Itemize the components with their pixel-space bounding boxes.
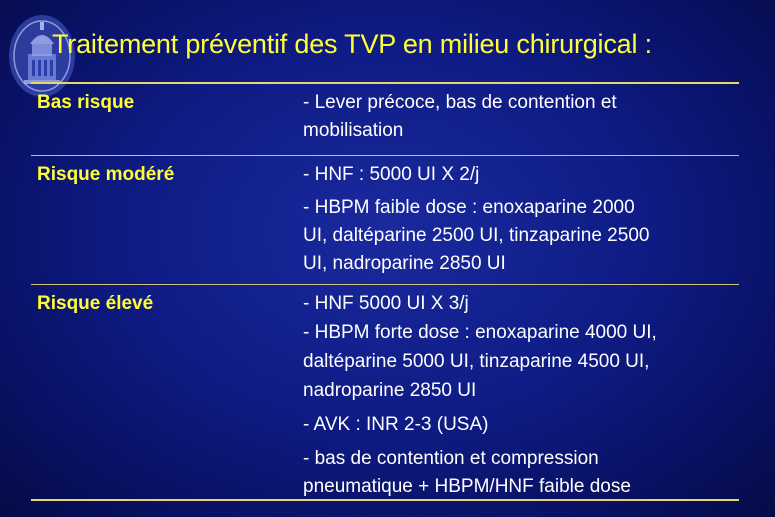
- row-item-line: - AVK : INR 2-3 (USA): [303, 414, 489, 435]
- row-item-line: - HNF : 5000 UI X 2/j: [303, 164, 480, 185]
- row-item-line: - HNF 5000 UI X 3/j: [303, 293, 469, 314]
- row-divider: [31, 284, 739, 285]
- row-item-line: mobilisation: [303, 120, 404, 141]
- risk-level-label: Bas risque: [37, 92, 135, 113]
- row-item-line: UI, nadroparine 2850 UI: [303, 253, 506, 274]
- row-item-line: - Lever précoce, bas de contention et: [303, 92, 617, 113]
- row-item-line: - bas de contention et compression: [303, 448, 599, 469]
- table-bottom-rule: [31, 499, 739, 501]
- row-item-line: nadroparine 2850 UI: [303, 380, 477, 401]
- row-item-line: - HBPM forte dose : enoxaparine 4000 UI,: [303, 322, 657, 343]
- slide-title: Traitement préventif des TVP en milieu chirurgical :: [52, 29, 652, 59]
- table-top-rule: [31, 82, 739, 84]
- row-divider: [31, 155, 739, 156]
- row-item-line: pneumatique + HBPM/HNF faible dose: [303, 476, 631, 497]
- risk-level-label: Risque modéré: [37, 164, 175, 185]
- row-item-line: UI, daltéparine 2500 UI, tinzaparine 2500: [303, 225, 650, 246]
- row-item-line: - HBPM faible dose : enoxaparine 2000: [303, 197, 635, 218]
- row-item-line: daltéparine 5000 UI, tinzaparine 4500 UI,: [303, 351, 650, 372]
- risk-level-label: Risque élevé: [37, 293, 154, 314]
